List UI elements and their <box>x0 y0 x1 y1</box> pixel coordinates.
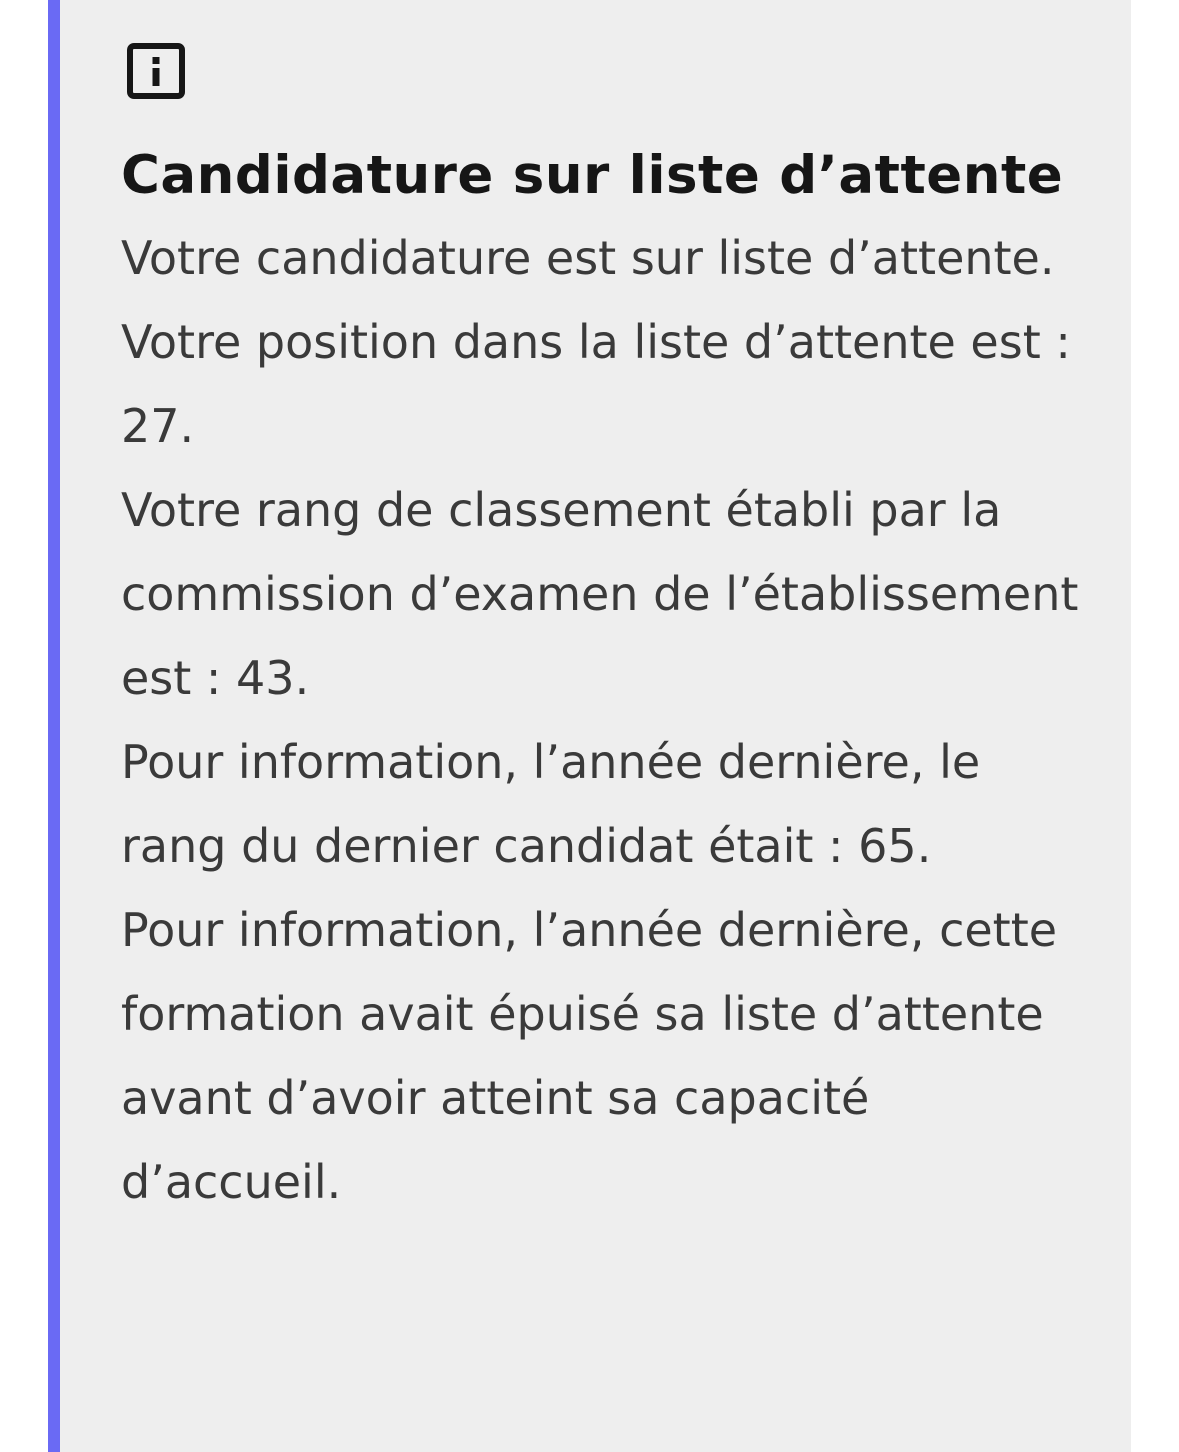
waitlist-position-text: Votre candidature est sur liste d’attente. Votre position dans la liste d’attente est : 27. <box>121 231 1071 453</box>
waitlist-notice <box>48 0 1131 1452</box>
notice-content <box>121 136 1081 1224</box>
last-year-rank-text: Pour information, l’année dernière, le rang du dernier candidat était : 65. <box>121 735 981 873</box>
info-icon <box>126 42 186 100</box>
notice-body <box>121 216 1081 1224</box>
last-year-capacity-text: Pour information, l’année dernière, cette formation avait épuisé sa liste d’attente avant d’avoir atteint sa capacité d’accueil. <box>121 903 1058 1209</box>
notice-accent-bar <box>48 0 60 1452</box>
ranking-text: Votre rang de classement établi par la commission d’examen de l’établissement est : 43. <box>121 483 1079 705</box>
notice-title: Candidature sur liste d’attente <box>121 145 1064 206</box>
